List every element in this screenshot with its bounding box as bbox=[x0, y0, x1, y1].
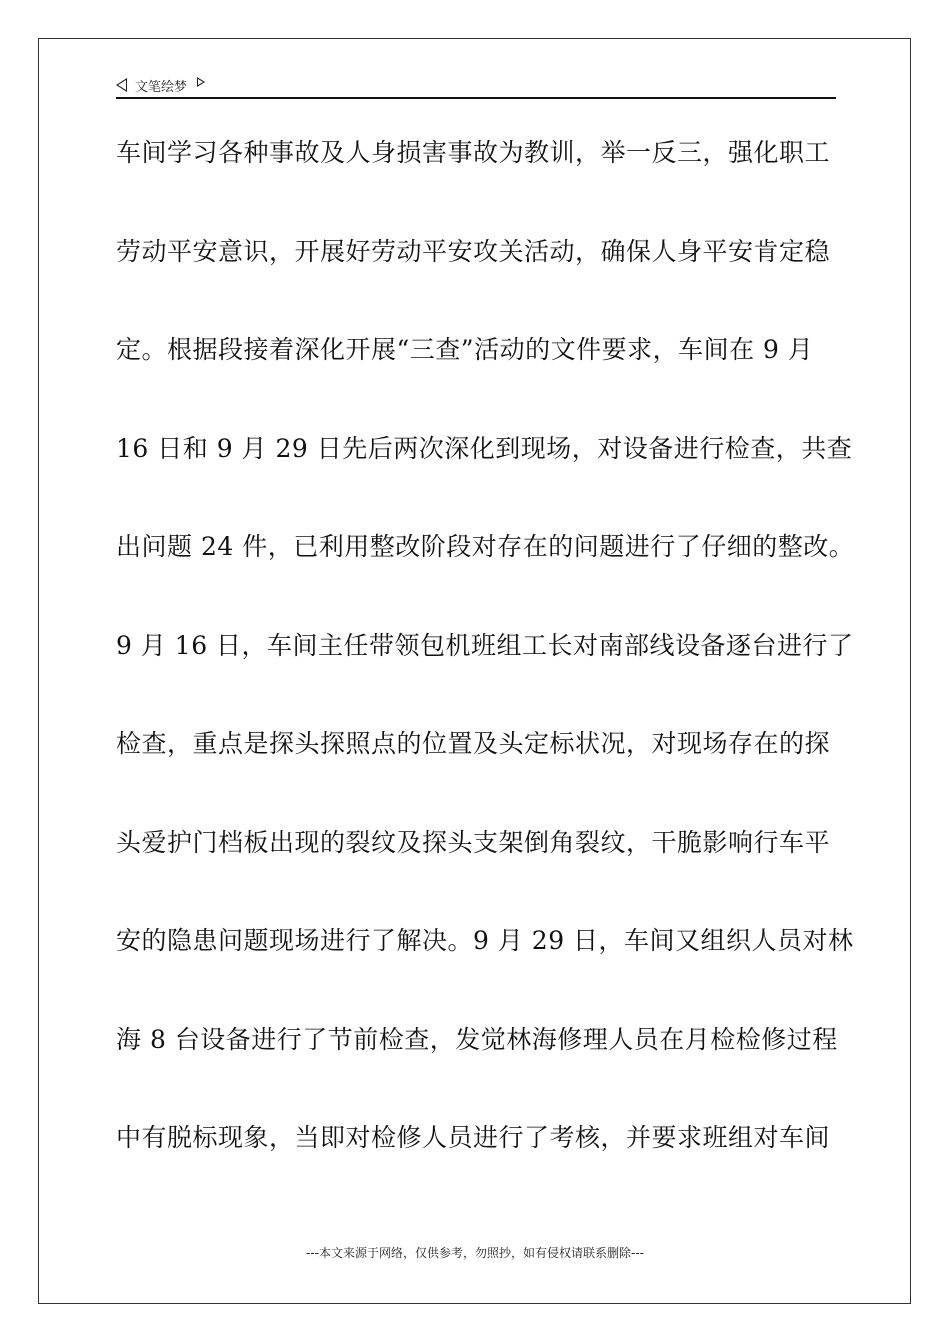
body-line: 车间学习各种事故及人身损害事故为教训，举一反三，强化职工 bbox=[116, 138, 831, 167]
triangle-right-icon bbox=[197, 77, 205, 87]
body-line: 头爱护门档板出现的裂纹及探头支架倒角裂纹，干脆影响行车平 bbox=[116, 827, 831, 857]
header-rule bbox=[116, 97, 836, 99]
body-line: 16 日和 9 月 29 日先后两次深化到现场，对设备进行检查，共查 bbox=[116, 433, 853, 463]
header-title: 文笔绘梦 bbox=[135, 79, 188, 95]
page-header bbox=[116, 72, 836, 98]
triangle-left-icon bbox=[116, 78, 127, 92]
body-line: 中有脱标现象，当即对检修人员进行了考核，并要求班组对车间 bbox=[116, 1123, 831, 1152]
body-line: 安的隐患问题现场进行了解决。9 月 29 日，车间又组织人员对林 bbox=[116, 926, 854, 955]
body-line: 检查，重点是探头探照点的位置及头定标状况，对现场存在的探 bbox=[116, 729, 831, 758]
body-line: 海 8 台设备进行了节前检查，发觉林海修理人员在月检检修过程 bbox=[116, 1024, 838, 1054]
body-line: 出问题 24 件，已利用整改阶段对存在的问题进行了仔细的整改。 bbox=[116, 532, 855, 561]
body-line: 劳动平安意识，开展好劳动平安攻关活动，确保人身平安肯定稳 bbox=[116, 236, 831, 266]
document-body bbox=[116, 126, 855, 1210]
body-line: 定。根据段接着深化开展“三查”活动的文件要求，车间在 9 月 bbox=[116, 335, 814, 364]
footer-notice: ---本文来源于网络，仅供参考，勿照抄，如有侵权请联系删除--- bbox=[306, 1246, 644, 1260]
body-line: 9 月 16 日，车间主任带领包机班组工长对南部线设备逐台进行了 bbox=[116, 630, 854, 660]
